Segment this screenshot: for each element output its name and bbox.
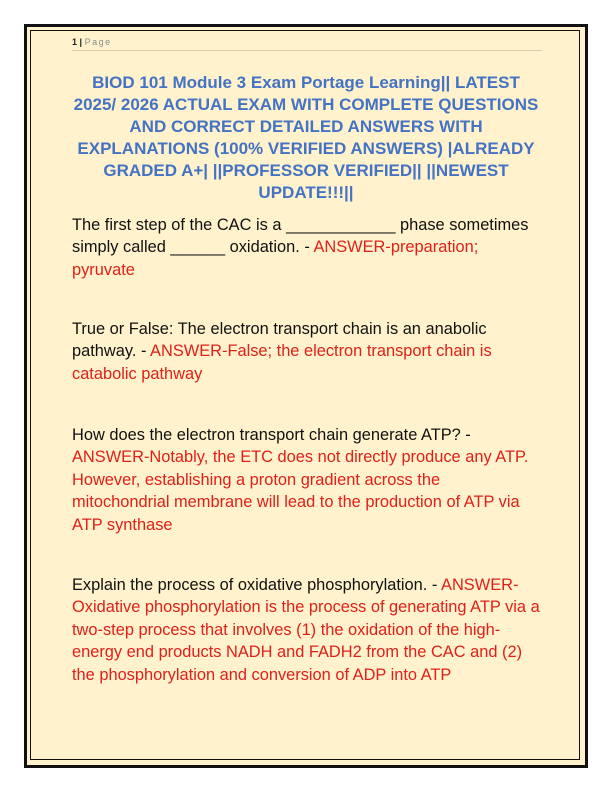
question-text: Explain the process of oxidative phosphorylation. - (72, 576, 442, 594)
qa-item (72, 214, 542, 281)
answer-text: ANSWER-preparation; pyruvate (72, 238, 479, 279)
qa-item (72, 574, 542, 686)
page-header (72, 36, 542, 51)
header-separator: | (79, 37, 83, 47)
question-text: The first step of the CAC is a ____________ phase sometimes simply called ______ oxidation. - (72, 216, 529, 257)
qa-item (72, 318, 542, 385)
qa-item (72, 424, 542, 536)
page-label: Page (84, 37, 112, 47)
answer-text: ANSWER-Oxidative phosphorylation is the process of generating ATP via a two-step process that involves (1) the oxidation of the high-energy end products NADH and FADH2 from the CAC and (2) the phosphorylation and conversion of ADP into ATP (72, 576, 540, 684)
answer-text: ANSWER-Notably, the ETC does not directly produce any ATP. However, establishing a proton gradient across the mitochondrial membrane will lead to the production of ATP via ATP synthase (72, 448, 529, 534)
question-text: How does the electron transport chain generate ATP? - (72, 426, 471, 444)
question-text: True or False: The electron transport chain is an anabolic pathway. - (72, 320, 487, 361)
answer-text: ANSWER-False; the electron transport chain is catabolic pathway (72, 342, 492, 383)
page-number: 1 (72, 37, 78, 47)
document-title: BIOD 101 Module 3 Exam Portage Learning|| LATEST 2025/ 2026 ACTUAL EXAM WITH COMPLETE QUESTIONS AND CORRECT DETAILED ANSWERS WITH EXPLANATIONS (100% VERIFIED ANSWERS) |ALREADY GRADED A+| ||PROFESSOR VERIFIED|| ||NEWEST UPDATE!!!|| (73, 73, 539, 202)
